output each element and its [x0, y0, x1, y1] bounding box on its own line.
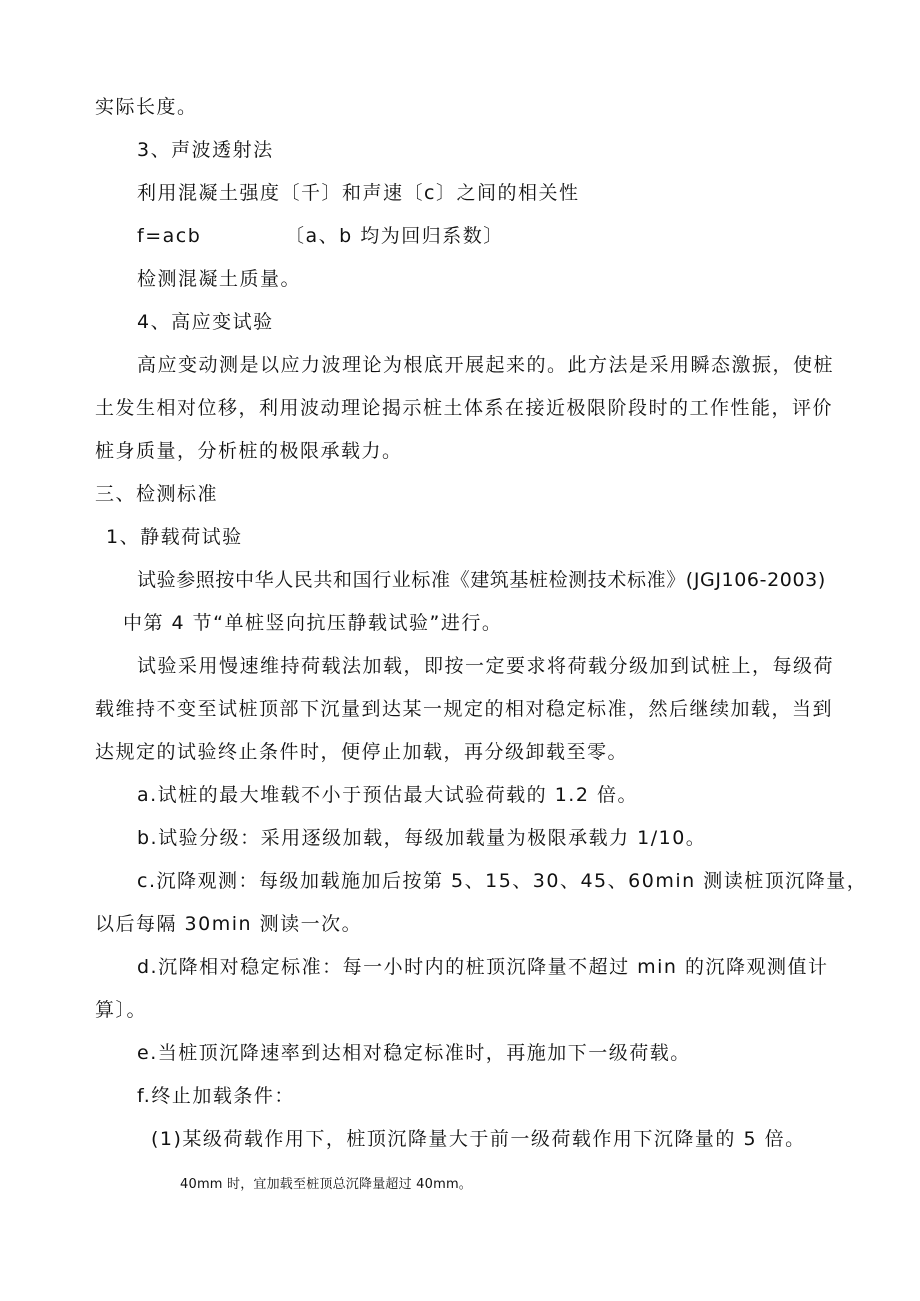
section-heading-sonic-transmission: 3、声波透射法 [137, 139, 274, 161]
paragraph-line: 试验参照按中华人民共和国行业标准《建筑基桩检测技术标准》(JGJ106-2003) [137, 569, 826, 591]
paragraph-line: 达规定的试验终止条件时，便停止加载，再分级卸载至零。 [95, 741, 629, 763]
section-heading-high-strain: 4、高应变试验 [137, 311, 274, 333]
section-heading-standards: 三、检测标准 [95, 483, 219, 505]
paragraph-line: 载维持不变至试桩顶部下沉量到达某一规定的相对稳定标准，然后继续加载，当到 [95, 698, 834, 720]
list-item-d-continued: 算〕。 [95, 999, 148, 1021]
formula-note: 〔a、b 均为回归系数〕 [285, 225, 504, 247]
paragraph-line: 桩身质量，分析桩的极限承载力。 [95, 440, 403, 462]
paragraph-line: 中第 4 节“单桩竖向抗压静载试验”进行。 [123, 612, 503, 634]
text-line-5: 检测混凝土质量。 [137, 268, 302, 290]
termination-condition-1: (1)某级荷载作用下，桩顶沉降量大于前一级荷载作用下沉降量的 5 倍。 [151, 1128, 806, 1150]
list-item-c-continued: 以后每隔 30min 测读一次。 [95, 913, 363, 935]
subsection-heading-static-load: 1、静载荷试验 [106, 526, 243, 548]
list-item-d: d.沉降相对稳定标准：每一小时内的桩顶沉降量不超过 min 的沉降观测值计 [137, 956, 829, 978]
list-item-f: f.终止加载条件： [137, 1085, 295, 1107]
formula-text: f=acb [137, 225, 202, 247]
paragraph-line: 高应变动测是以应力波理论为根底开展起来的。此方法是采用瞬态激振，使桩 [137, 354, 835, 376]
text-line-3: 利用混凝土强度〔千〕和声速〔c〕之间的相关性 [137, 182, 580, 204]
list-item-e: e.当桩顶沉降速率到达相对稳定标准时，再施加下一级荷载。 [137, 1042, 691, 1064]
paragraph-line: 试验采用慢速维持荷载法加载，即按一定要求将荷载分级加到试桩上，每级荷 [137, 655, 835, 677]
list-item-a: a.试桩的最大堆载不小于预估最大试验荷载的 1.2 倍。 [137, 784, 638, 806]
list-item-c: c.沉降观测：每级加载施加后按第 5、15、30、45、60min 测读桩顶沉降量， [137, 870, 868, 892]
text-line-1: 实际长度。 [95, 96, 198, 118]
footnote-text: 40mm 时，宜加载至桩顶总沉降量超过 40mm。 [180, 1177, 473, 1192]
paragraph-line: 土发生相对位移，利用波动理论揭示桩土体系在接近极限阶段时的工作性能，评价 [95, 397, 834, 419]
list-item-b: b.试验分级：采用逐级加载，每级加载量为极限承载力 1/10。 [137, 827, 707, 849]
